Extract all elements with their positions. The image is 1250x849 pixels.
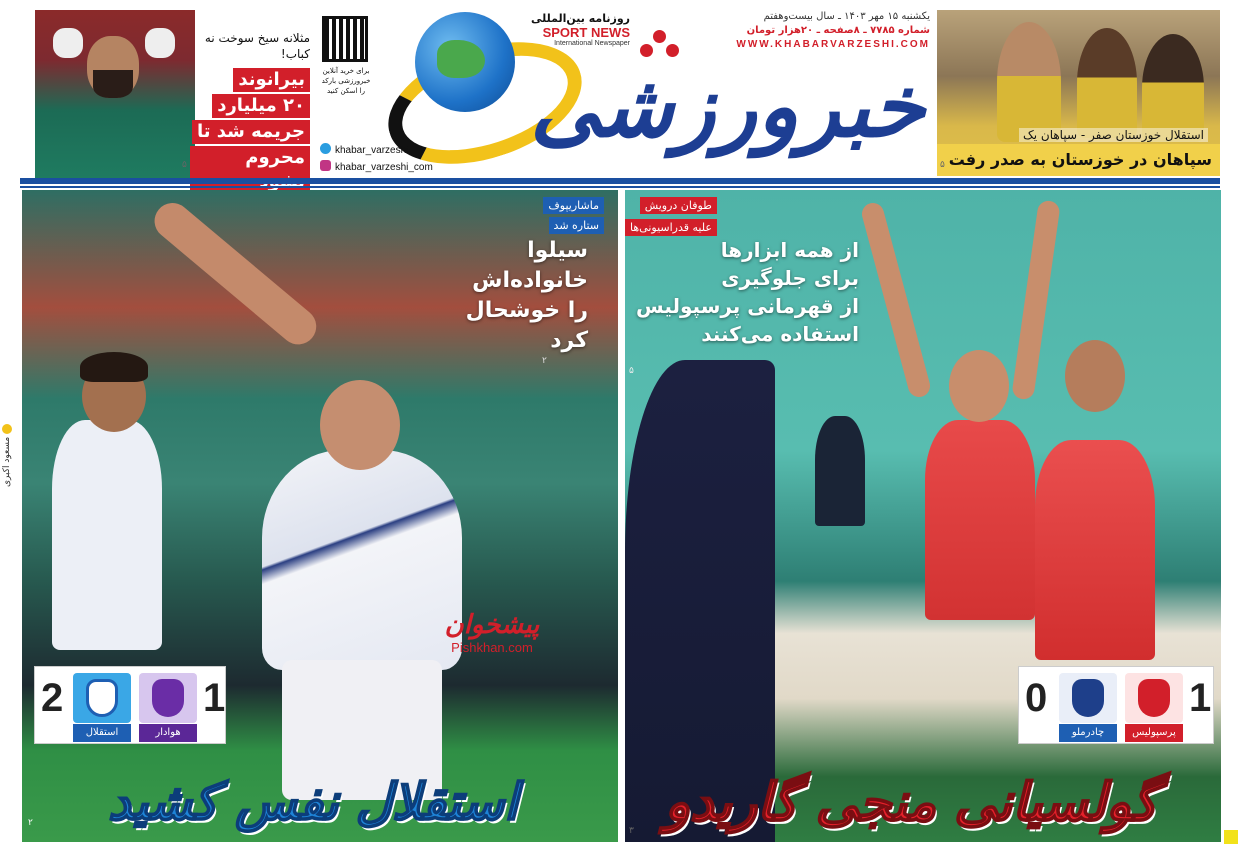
- celebrating-player-figure: [202, 300, 492, 820]
- website-link[interactable]: WWW.KHABARVARZESHI.COM: [736, 39, 930, 50]
- glove-shape: [53, 28, 83, 58]
- official-figure: [815, 416, 865, 526]
- telegram-link[interactable]: [320, 142, 470, 159]
- right-main-headline[interactable]: گولسیانی منجی گاریدو: [665, 773, 1158, 833]
- player-photo: [1142, 34, 1204, 142]
- globe-icon: [415, 12, 515, 112]
- footer-marker: [1224, 830, 1238, 844]
- right-story-headline: سپاهان در خوزستان به صدر رفت: [948, 150, 1212, 169]
- celebrating-player-figure: [925, 320, 1045, 720]
- divider: [20, 186, 1220, 188]
- page-number: ۵: [940, 160, 945, 170]
- headline-line: سیلوا: [527, 238, 588, 263]
- beard-shape: [93, 70, 133, 98]
- left-story[interactable]: [190, 30, 310, 196]
- intl-sub: International Newspaper: [554, 40, 630, 47]
- persepolis-crest-icon: [1125, 673, 1183, 723]
- away-score: 1: [203, 676, 226, 720]
- issue-line: [720, 24, 930, 38]
- left-story-headline: [190, 68, 310, 196]
- headline-line: ۲۰ میلیارد: [212, 94, 310, 118]
- away-score: 0: [1025, 676, 1048, 720]
- intl-label: روزنامه بین‌المللی: [531, 12, 630, 25]
- page-number: ۵: [629, 366, 634, 376]
- glove-shape: [145, 28, 175, 58]
- headline-line: کرد: [550, 328, 588, 353]
- watermark-fa: پیشخوان: [444, 610, 540, 640]
- headline-line: استفاده می‌کنند: [701, 322, 859, 346]
- instagram-handle: khabar_varzeshi_com: [335, 162, 433, 173]
- sport-news-label: [530, 12, 630, 47]
- story-tag: علیه قدراسیونی‌ها: [625, 219, 717, 236]
- headline-line: بیرانوند: [233, 68, 310, 92]
- page-number: ۲: [542, 356, 547, 366]
- home-score: 1: [1189, 676, 1212, 720]
- havadar-crest-icon: [139, 673, 197, 723]
- instagram-link[interactable]: [320, 159, 470, 176]
- left-story-headline[interactable]: [428, 236, 588, 356]
- page-number: ۳: [629, 826, 634, 836]
- telegram-icon: [320, 143, 331, 154]
- telegram-handle: khabar_varzeshi: [335, 145, 409, 156]
- photographer-name: مسعود اکبری: [2, 436, 12, 488]
- headline-line: را خوشحال: [465, 298, 588, 323]
- home-team-name: استقلال: [73, 724, 131, 742]
- esteghlal-crest-icon: [73, 673, 131, 723]
- right-story-kicker: استقلال خوزستان صفر - سپاهان یک: [1019, 128, 1208, 142]
- instagram-icon: [320, 160, 331, 171]
- newspaper-logo[interactable]: خبرورزشی: [530, 57, 925, 157]
- left-story-tags: [543, 194, 604, 234]
- watermark-en: Pishkhan.com: [451, 640, 533, 655]
- away-team-name: هوادار: [139, 724, 197, 742]
- masthead-info: [720, 10, 930, 52]
- headline-line: از قهرمانی پرسپولیس: [636, 294, 859, 318]
- right-story-tags: [625, 194, 717, 238]
- right-story-headline-bar: [937, 144, 1220, 176]
- photographer-credit: [2, 420, 18, 510]
- divider: [20, 178, 1220, 184]
- page-number: ۲: [28, 818, 33, 828]
- headline-line: خانواده‌اش: [472, 268, 588, 293]
- persepolis-story-panel[interactable]: [625, 190, 1221, 842]
- headline-line: برای جلوگیری: [721, 266, 859, 290]
- esteghlal-story-panel[interactable]: [22, 190, 618, 842]
- player-photo: [997, 22, 1061, 142]
- social-links: [320, 142, 470, 176]
- masthead-right-photo-story[interactable]: [937, 10, 1220, 176]
- page-number: ۵: [182, 160, 187, 170]
- chadormalu-crest-icon: [1059, 673, 1117, 723]
- player-photo: [1077, 28, 1137, 138]
- camera-icon: [2, 424, 12, 434]
- goalkeeper-photo[interactable]: [35, 10, 195, 178]
- scoreboard: [34, 666, 226, 744]
- masthead: [0, 0, 1250, 180]
- headline-line: جریمه شد تا: [192, 120, 310, 144]
- story-tag: ماشاریپوف: [543, 197, 604, 214]
- issue-text: شماره ۷۷۸۵ ـ ۸صفحه ـ ۲۰هزار تومان: [746, 25, 930, 36]
- left-main-headline[interactable]: استقلال نفس کشید: [108, 773, 518, 831]
- story-tag: طوفان درویش: [640, 197, 717, 214]
- home-team-name: پرسپولیس: [1125, 724, 1183, 742]
- qr-code-icon[interactable]: [322, 16, 368, 62]
- right-story-headline[interactable]: [625, 236, 865, 348]
- scoreboard: [1018, 666, 1214, 744]
- home-score: 2: [41, 676, 64, 720]
- pishkhan-watermark: [422, 610, 562, 655]
- headline-line: از همه ابزارها: [720, 238, 859, 262]
- away-team-name: چادرملو: [1059, 724, 1117, 742]
- sport-news-text: SPORT NEWS: [542, 25, 630, 40]
- left-story-kicker: مثلانه سیخ سوخت نه کباب!: [204, 31, 310, 61]
- date-line: یکشنبه ۱۵ مهر ۱۴۰۳ ـ سال بیست‌وهفتم: [763, 11, 930, 22]
- story-tag: ستاره شد: [549, 217, 604, 234]
- qr-caption: برای خرید آنلاین خبرورزشی بارکد را اسکن کنید: [321, 67, 371, 95]
- headline-line: محروم: [190, 146, 310, 194]
